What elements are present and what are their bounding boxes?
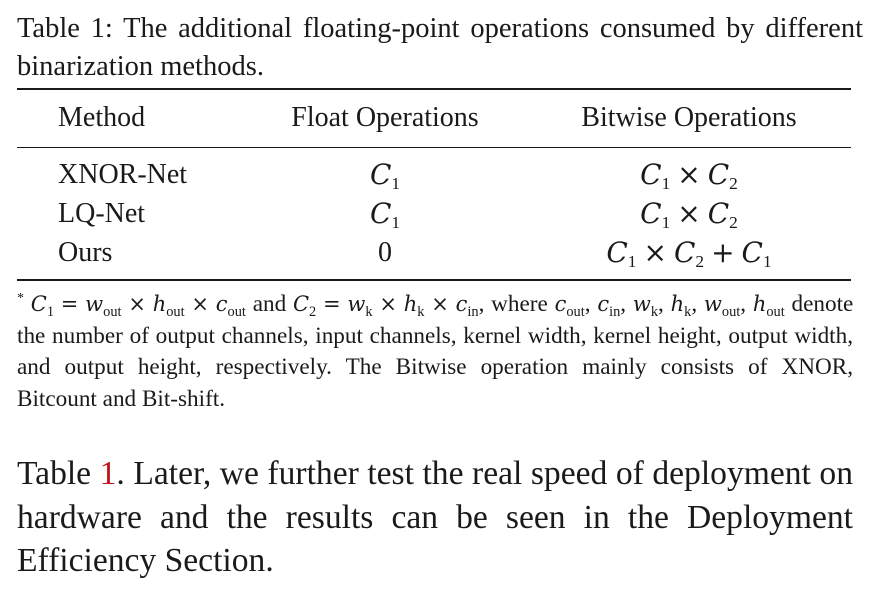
footnote-text: denote the number of output channels, input channels, kernel width, kernel height, output width, and output height, respectively. The Bitwise operation mainly consists of XNOR, Bitcount and Bit-shift. xyxy=(17,291,854,412)
row-lqnet-bitwise: $C_1 \times C_2$ xyxy=(640,197,738,232)
caption-label: Table 1: xyxy=(17,13,113,44)
body-paragraph: Table 1. Later, we further test the real speed of deployment on hardware and the results can be seen in the Deployment Efficiency Section. xyxy=(17,455,853,579)
table-header-rule xyxy=(17,147,851,148)
row-ours-bitwise: $C_1 \times C_2 + C_1$ xyxy=(606,236,772,271)
row-lqnet-method: LQ-Net xyxy=(58,198,146,229)
row-ours-method: Ours xyxy=(58,237,113,268)
table-footnote: * $C_1 = w_{out} \times h_{out} \times c_{out}$ and $C_2 = w_k \times h_k \times c_{in}$, where $c_{out}$, $c_{in}$, $w_k$, $h_k$, $w_{out}$, $h_{out}$ denote the number of output channels, input channels, kernel width, kernel height, output width, and output height, respectively. The Bitwise operation mainly consists of XNOR, Bitcount and Bit-shift. xyxy=(17,291,854,412)
table-reference-link[interactable]: 1 xyxy=(99,455,117,492)
table-top-rule xyxy=(17,88,851,90)
header-float-operations: Float Operations xyxy=(291,102,479,133)
row-ours-float: 0 xyxy=(378,237,392,268)
header-method: Method xyxy=(58,102,146,133)
row-xnor-method: XNOR-Net xyxy=(58,159,188,190)
caption-text: The additional floating-point operations consumed by different binarization methods. xyxy=(17,13,863,82)
row-xnor-float: $C_1$ xyxy=(369,158,401,193)
row-lqnet-float: $C_1$ xyxy=(369,197,401,232)
row-xnor-bitwise: $C_1 \times C_2$ xyxy=(640,158,738,193)
footnote-marker: * xyxy=(17,291,24,306)
header-bitwise-operations: Bitwise Operations xyxy=(581,102,797,133)
table-caption xyxy=(17,10,863,86)
table-bottom-rule xyxy=(17,279,851,281)
